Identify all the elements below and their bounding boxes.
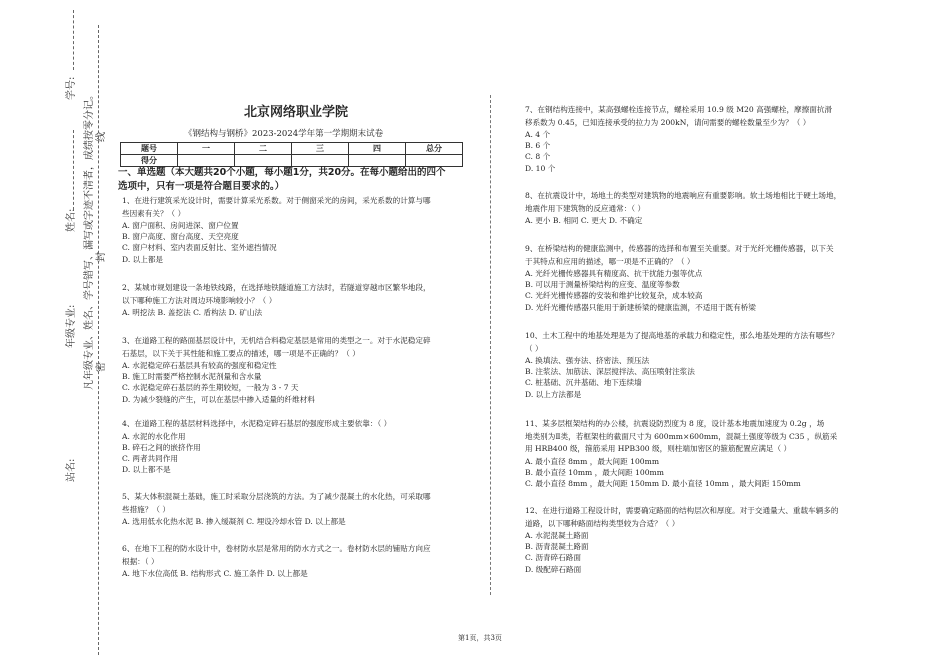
seal-feng: 封 — [96, 252, 107, 262]
student-id-label: 学号: — [66, 76, 77, 100]
name-label: 姓名: — [66, 208, 77, 232]
question-option[interactable]: C. 两者共同作用 — [122, 453, 178, 463]
section1-heading-line1: 一、单选题（本大题共20个小题，每小题1分，共20分。在每小题给出的四个 — [118, 167, 446, 178]
seal-xian: 线 — [96, 132, 107, 142]
question-option[interactable]: D. 以上方法都是 — [525, 389, 582, 399]
question-option[interactable]: A. 水泥稳定碎石基层具有较高的强度和稳定性 — [122, 361, 277, 370]
score-row-label: 得分 — [121, 155, 178, 167]
score-cell[interactable] — [235, 155, 292, 167]
question-stem-line: 5、某大体积混凝土基础，施工时采取分层浇筑的方法。为了减少混凝土的水化热，可采取哪 — [122, 492, 431, 501]
score-header-cell: 总分 — [406, 143, 463, 155]
question-option[interactable]: A. 地下水位高低 B. 结构形式 C. 施工条件 D. 以上都是 — [122, 569, 308, 578]
fill-line-2 — [73, 130, 74, 210]
question-stem-line: 11、某多层框架结构的办公楼，抗震设防烈度为 8 度，设计基本地震加速度为 0.2g ，场 — [525, 419, 825, 428]
question-option[interactable]: D. 为减少裂缝的产生，可以在基层中掺入适量的纤维材料 — [122, 394, 315, 404]
question-option[interactable]: A. 最小直径 8mm ，最大间距 100mm — [525, 456, 660, 466]
question-option[interactable]: C. 8 个 — [525, 152, 551, 162]
score-table-header-row — [121, 143, 463, 155]
question-option[interactable]: C. 最小直径 8mm ，最大间距 150mm D. 最小直径 10mm ，最大间距 150mm — [525, 478, 801, 488]
cut-line — [98, 25, 99, 655]
question-option[interactable]: B. 可以用于测量桥梁结构的应变、温度等参数 — [525, 280, 680, 290]
question-option[interactable]: B. 沥青混凝土路面 — [525, 542, 589, 552]
column-divider — [490, 95, 491, 595]
score-header-cell: 一 — [178, 143, 235, 155]
question-stem-line: 9、在桥梁结构的健康监测中，传感器的选择和布置至关重要。对于光纤光栅传感器，以下关 — [525, 244, 834, 253]
exam-title: 《钢结构与钢桥》2023-2024学年第一学期期末试卷 — [184, 129, 384, 139]
seat-label: 站名: — [66, 458, 77, 482]
score-cell[interactable] — [349, 155, 406, 167]
section1-heading-line2: 选项中，只有一项是符合题目要求的。） — [118, 181, 285, 192]
question-option[interactable]: A. 明挖法 B. 盖挖法 C. 盾构法 D. 矿山法 — [122, 308, 263, 317]
question-option[interactable]: A. 水泥混凝土路面 — [525, 531, 589, 540]
seal-mi: 密 — [96, 362, 107, 372]
score-table — [120, 142, 463, 167]
question-option[interactable]: B. 最小直径 10mm ，最大间距 100mm — [525, 467, 664, 477]
question-option[interactable]: D. 以上都不是 — [122, 465, 171, 475]
question-option[interactable]: C. 窗户材料、室内表面反射比、室外遮挡情况 — [122, 243, 277, 253]
score-header-cell: 二 — [235, 143, 292, 155]
question-option[interactable]: C. 沥青碎石路面 — [525, 553, 581, 563]
question-stem-line: 12、在进行道路工程设计时，需要确定路面的结构层次和厚度。对于交通量大、重载车辆多的 — [525, 506, 839, 515]
score-table-score-row — [121, 155, 463, 167]
score-cell[interactable] — [178, 155, 235, 167]
question-option[interactable]: A. 选用低水化热水泥 B. 掺入缓凝剂 C. 埋设冷却水管 D. 以上都是 — [122, 517, 346, 526]
question-stem-line: 些因素有关？（ ） — [122, 208, 186, 218]
binding-notice: 凡年级专业、姓名、学号错写、漏写或字迹不清者，成绩按零分记。 — [84, 90, 95, 390]
question-option[interactable]: B. 窗户高度、窗台高度、天空亮度 — [122, 232, 239, 242]
question-option[interactable]: A. 窗户面积、房间进深、窗户位置 — [122, 221, 239, 230]
question-stem-line: 道路，以下哪种路面结构类型较为合适？（ ） — [525, 518, 680, 528]
score-header-cell: 题号 — [121, 143, 178, 155]
question-stem-line: 10、土木工程中的地基处理是为了提高地基的承载力和稳定性，那么地基处理的方法有哪些？ — [525, 331, 839, 340]
question-stem-line: 些措施？（ ） — [122, 504, 170, 514]
question-option[interactable]: A. 更小 B. 相同 C. 更大 D. 不确定 — [525, 216, 643, 225]
question-stem-line: 8、在抗震设计中，场地土的类型对建筑物的地震响应有重要影响。软土场地相比于硬土场地， — [525, 191, 842, 200]
question-stem-line: 于其特点和应用的描述，哪一项是不正确的？（ ） — [525, 256, 695, 266]
question-stem-line: 石基层，以下关于其性能和施工要点的描述，哪一项是不正确的？（ ） — [122, 348, 360, 358]
question-option[interactable]: D. 级配碎石路面 — [525, 564, 582, 574]
score-header-cell: 三 — [292, 143, 349, 155]
question-stem-line: 1、在进行建筑采光设计时，需要计算采光系数。对于侧窗采光的房间，采光系数的计算与哪 — [122, 196, 431, 205]
question-stem-line: 用 HRB400 级，箍筋采用 HPB300 级，则柱端加密区的箍筋配置应满足（ ） — [525, 444, 792, 453]
question-stem-line: 4、在道路工程的基层材料选择中，水泥稳定碎石基层的强度形成主要依靠：（ ） — [122, 419, 392, 428]
question-option[interactable]: A. 光纤光栅传感器具有精度高、抗干扰能力强等优点 — [525, 269, 703, 278]
question-option[interactable]: B. 碎石之间的嵌挤作用 — [122, 442, 201, 452]
question-stem-line: 7、在钢结构连接中，某高强螺栓连接节点，螺栓采用 10.9 级 M20 高强螺栓，摩擦面抗滑 — [525, 105, 833, 114]
fill-line-1 — [73, 10, 74, 70]
question-option[interactable]: A. 水泥的水化作用 — [122, 431, 186, 441]
question-option[interactable]: C. 桩基础、沉井基础、地下连续墙 — [525, 378, 642, 388]
question-option[interactable]: B. 施工时需要严格控制水泥剂量和含水量 — [122, 372, 262, 382]
question-option[interactable]: A. 4 个 — [525, 130, 551, 139]
question-stem-line: 地类别为Ⅱ类，若框架柱的截面尺寸为 600mm×600mm，混凝土强度等级为 C35 ，纵筋采 — [525, 431, 838, 441]
question-option[interactable]: D. 光纤光栅传感器只能用于新建桥梁的健康监测，不适用于既有桥梁 — [525, 302, 756, 312]
score-cell[interactable] — [292, 155, 349, 167]
question-option[interactable]: D. 10 个 — [525, 163, 556, 173]
score-header-cell: 四 — [349, 143, 406, 155]
question-option[interactable]: A. 换填法、强夯法、挤密法、预压法 — [525, 356, 650, 365]
question-stem-line: 根据：（ ） — [122, 556, 159, 566]
question-option[interactable]: C. 水泥稳定碎石基层的养生期较短，一般为 3 - 7 天 — [122, 383, 299, 393]
question-stem-line: 2、某城市规划建设一条地铁线路，在选择地铁隧道施工方法时，若隧道穿越市区繁华地段， — [122, 283, 431, 292]
school-title: 北京网络职业学院 — [244, 105, 349, 120]
question-option[interactable]: B. 6 个 — [525, 141, 551, 151]
grade-major-label: 年级专业: — [66, 304, 77, 348]
question-stem-line: 以下哪种施工方法对周边环境影响较小？（ ） — [122, 295, 277, 305]
page-footer: 第1页，共3页 — [458, 634, 502, 642]
question-stem-line: 移系数为 0.45，已知连接承受的拉力为 200kN，请问需要的螺栓数量至少为？（ ） — [525, 117, 811, 127]
question-stem-line: （ ） — [525, 343, 543, 353]
question-stem-line: 3、在道路工程的路面基层设计中，无机结合料稳定基层是常用的类型之一。对于水泥稳定碎 — [122, 336, 431, 345]
question-stem-line: 6、在地下工程的防水设计中，卷材防水层是常用的防水方式之一。卷材防水层的铺贴方向应 — [122, 544, 431, 553]
question-option[interactable]: D. 以上都是 — [122, 254, 164, 264]
question-option[interactable]: C. 光纤光栅传感器的安装和维护比较复杂，成本较高 — [525, 291, 703, 301]
score-cell[interactable] — [406, 155, 463, 167]
question-stem-line: 地震作用下建筑物的反应通常：（ ） — [525, 203, 646, 213]
question-option[interactable]: B. 注浆法、加筋法、深层搅拌法、高压喷射注浆法 — [525, 367, 695, 377]
